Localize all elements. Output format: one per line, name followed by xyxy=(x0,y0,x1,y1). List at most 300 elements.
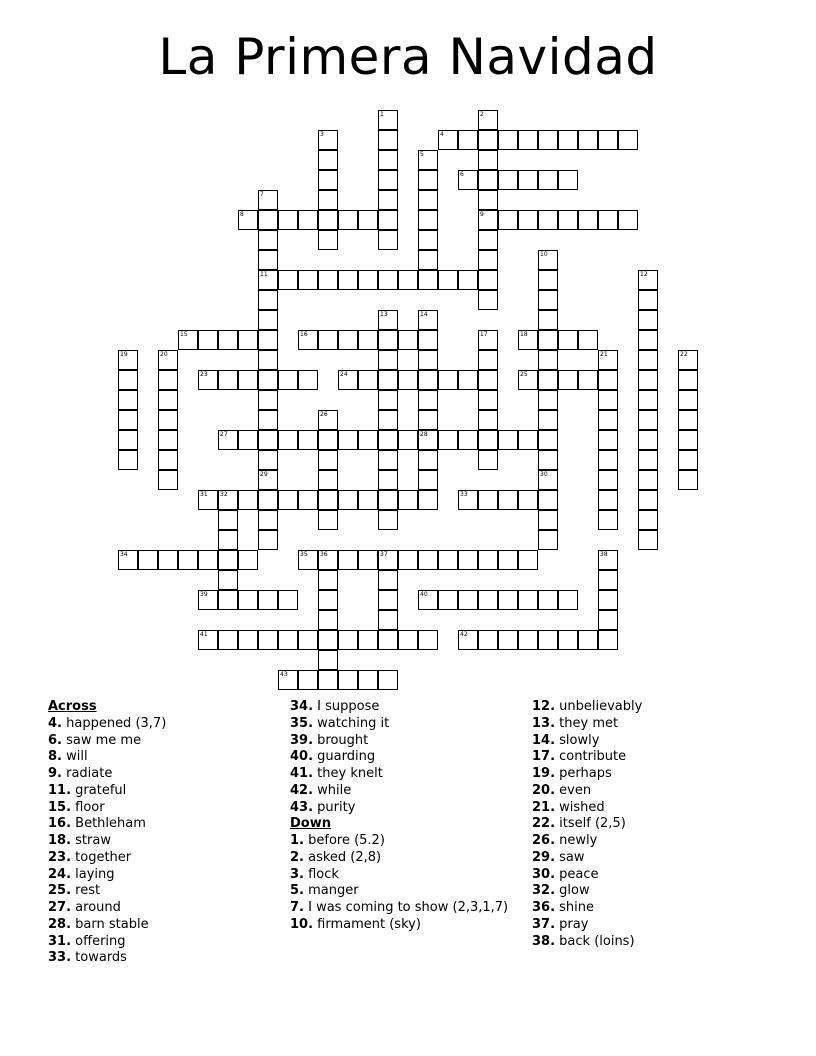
grid-cell[interactable] xyxy=(298,670,318,690)
grid-cell[interactable] xyxy=(598,210,618,230)
grid-cell[interactable] xyxy=(338,670,358,690)
grid-cell[interactable] xyxy=(278,590,298,610)
grid-cell[interactable] xyxy=(678,430,698,450)
grid-cell[interactable] xyxy=(598,510,618,530)
grid-cell[interactable] xyxy=(158,430,178,450)
grid-cell[interactable] xyxy=(118,350,138,370)
grid-cell[interactable] xyxy=(258,270,278,290)
grid-cell[interactable] xyxy=(318,590,338,610)
grid-cell[interactable] xyxy=(598,590,618,610)
grid-cell[interactable] xyxy=(538,590,558,610)
grid-cell[interactable] xyxy=(378,170,398,190)
grid-cell[interactable] xyxy=(418,490,438,510)
grid-cell[interactable] xyxy=(458,430,478,450)
grid-cell[interactable] xyxy=(478,590,498,610)
grid-cell[interactable] xyxy=(318,270,338,290)
grid-cell[interactable] xyxy=(598,370,618,390)
grid-cell[interactable] xyxy=(558,330,578,350)
grid-cell[interactable] xyxy=(158,350,178,370)
grid-cell[interactable] xyxy=(558,630,578,650)
grid-cell[interactable] xyxy=(598,470,618,490)
grid-cell[interactable] xyxy=(578,330,598,350)
grid-cell[interactable] xyxy=(158,450,178,470)
grid-cell[interactable] xyxy=(558,170,578,190)
grid-cell[interactable] xyxy=(378,370,398,390)
grid-cell[interactable] xyxy=(298,270,318,290)
grid-cell[interactable] xyxy=(438,550,458,570)
grid-cell[interactable] xyxy=(318,450,338,470)
grid-cell[interactable] xyxy=(418,430,438,450)
down-clue xyxy=(532,883,642,900)
grid-cell[interactable] xyxy=(258,290,278,310)
grid-cell[interactable] xyxy=(178,550,198,570)
grid-cell[interactable] xyxy=(418,210,438,230)
grid-cell[interactable] xyxy=(498,550,518,570)
grid-cell[interactable] xyxy=(598,490,618,510)
grid-cell[interactable] xyxy=(598,410,618,430)
grid-cell[interactable] xyxy=(258,370,278,390)
grid-cell[interactable] xyxy=(338,270,358,290)
grid-cell[interactable] xyxy=(158,370,178,390)
grid-cell[interactable] xyxy=(518,490,538,510)
grid-cell[interactable] xyxy=(418,190,438,210)
grid-cell[interactable] xyxy=(298,630,318,650)
grid-cell[interactable] xyxy=(218,510,238,530)
grid-cell[interactable] xyxy=(218,330,238,350)
grid-cell[interactable] xyxy=(298,210,318,230)
grid-cell[interactable] xyxy=(258,510,278,530)
grid-cell[interactable] xyxy=(438,370,458,390)
grid-cell[interactable] xyxy=(478,130,498,150)
grid-cell[interactable] xyxy=(198,490,218,510)
grid-cell[interactable] xyxy=(538,170,558,190)
grid-cell[interactable] xyxy=(438,430,458,450)
grid-cell[interactable] xyxy=(378,630,398,650)
grid-cell[interactable] xyxy=(218,490,238,510)
grid-cell[interactable] xyxy=(258,410,278,430)
grid-cell[interactable] xyxy=(478,390,498,410)
grid-cell[interactable] xyxy=(598,390,618,410)
grid-cell[interactable] xyxy=(378,110,398,130)
grid-cell[interactable] xyxy=(258,230,278,250)
grid-cell[interactable] xyxy=(398,270,418,290)
grid-cell[interactable] xyxy=(138,550,158,570)
grid-cell[interactable] xyxy=(378,150,398,170)
grid-cell[interactable] xyxy=(538,390,558,410)
grid-cell[interactable] xyxy=(518,130,538,150)
grid-cell[interactable] xyxy=(638,530,658,550)
grid-cell[interactable] xyxy=(278,430,298,450)
grid-cell[interactable] xyxy=(218,370,238,390)
grid-cell[interactable] xyxy=(538,210,558,230)
grid-cell[interactable] xyxy=(258,450,278,470)
grid-cell[interactable] xyxy=(258,530,278,550)
grid-cell[interactable] xyxy=(638,390,658,410)
grid-cell[interactable] xyxy=(638,290,658,310)
grid-cell[interactable] xyxy=(258,250,278,270)
grid-cell[interactable] xyxy=(418,230,438,250)
grid-cell[interactable] xyxy=(478,250,498,270)
grid-cell[interactable] xyxy=(478,450,498,470)
grid-cell[interactable] xyxy=(518,630,538,650)
grid-cell[interactable] xyxy=(458,490,478,510)
grid-cell[interactable] xyxy=(238,630,258,650)
grid-cell[interactable] xyxy=(318,150,338,170)
grid-cell[interactable] xyxy=(358,670,378,690)
grid-cell[interactable] xyxy=(638,410,658,430)
grid-cell[interactable] xyxy=(318,170,338,190)
grid-cell[interactable] xyxy=(478,270,498,290)
grid-cell[interactable] xyxy=(318,230,338,250)
grid-cell[interactable] xyxy=(478,350,498,370)
grid-cell[interactable] xyxy=(638,270,658,290)
grid-cell[interactable] xyxy=(218,590,238,610)
grid-cell[interactable] xyxy=(538,430,558,450)
grid-cell[interactable] xyxy=(638,510,658,530)
grid-cell[interactable] xyxy=(558,370,578,390)
grid-cell[interactable] xyxy=(318,210,338,230)
grid-cell[interactable] xyxy=(318,330,338,350)
grid-cell[interactable] xyxy=(598,630,618,650)
grid-cell[interactable] xyxy=(458,630,478,650)
grid-cell[interactable] xyxy=(678,410,698,430)
grid-cell[interactable] xyxy=(378,610,398,630)
grid-cell[interactable] xyxy=(638,350,658,370)
grid-cell[interactable] xyxy=(358,490,378,510)
grid-cell[interactable] xyxy=(238,590,258,610)
grid-cell[interactable] xyxy=(238,550,258,570)
grid-cell[interactable] xyxy=(258,190,278,210)
grid-cell[interactable] xyxy=(278,370,298,390)
grid-cell[interactable] xyxy=(478,290,498,310)
grid-cell[interactable] xyxy=(318,430,338,450)
grid-cell[interactable] xyxy=(158,550,178,570)
grid-cell[interactable] xyxy=(158,470,178,490)
grid-cell[interactable] xyxy=(418,170,438,190)
grid-cell[interactable] xyxy=(478,110,498,130)
grid-cell[interactable] xyxy=(378,550,398,570)
grid-cell[interactable] xyxy=(678,350,698,370)
grid-cell[interactable] xyxy=(258,630,278,650)
grid-cell[interactable] xyxy=(278,270,298,290)
grid-cell[interactable] xyxy=(598,610,618,630)
grid-cell[interactable] xyxy=(538,290,558,310)
grid-cell[interactable] xyxy=(478,190,498,210)
grid-cell[interactable] xyxy=(518,330,538,350)
grid-cell[interactable] xyxy=(538,330,558,350)
grid-cell[interactable] xyxy=(458,590,478,610)
grid-cell[interactable] xyxy=(378,230,398,250)
grid-cell[interactable] xyxy=(278,630,298,650)
grid-cell[interactable] xyxy=(338,210,358,230)
grid-cell[interactable] xyxy=(418,370,438,390)
grid-cell[interactable] xyxy=(518,550,538,570)
grid-cell[interactable] xyxy=(198,330,218,350)
grid-cell[interactable] xyxy=(258,470,278,490)
grid-cell[interactable] xyxy=(298,430,318,450)
across-clue xyxy=(48,833,166,850)
grid-cell[interactable] xyxy=(518,590,538,610)
grid-cell[interactable] xyxy=(378,270,398,290)
grid-cell[interactable] xyxy=(318,670,338,690)
grid-cell[interactable] xyxy=(378,590,398,610)
grid-cell[interactable] xyxy=(298,370,318,390)
grid-cell[interactable] xyxy=(378,450,398,470)
grid-cell[interactable] xyxy=(458,270,478,290)
grid-cell[interactable] xyxy=(378,410,398,430)
grid-cell[interactable] xyxy=(378,190,398,210)
grid-cell[interactable] xyxy=(318,130,338,150)
grid-cell[interactable] xyxy=(358,330,378,350)
grid-cell[interactable] xyxy=(378,310,398,330)
grid-cell[interactable] xyxy=(578,370,598,390)
grid-cell[interactable] xyxy=(258,210,278,230)
grid-cell[interactable] xyxy=(258,390,278,410)
grid-cell[interactable] xyxy=(638,470,658,490)
grid-cell[interactable] xyxy=(258,490,278,510)
grid-cell[interactable] xyxy=(218,630,238,650)
grid-cell[interactable] xyxy=(318,630,338,650)
grid-cell[interactable] xyxy=(418,550,438,570)
grid-cell[interactable] xyxy=(418,590,438,610)
grid-cell[interactable] xyxy=(478,410,498,430)
grid-cell[interactable] xyxy=(598,570,618,590)
grid-cell[interactable] xyxy=(498,490,518,510)
grid-cell[interactable] xyxy=(558,130,578,150)
grid-cell[interactable] xyxy=(418,390,438,410)
grid-cell[interactable] xyxy=(338,490,358,510)
grid-cell[interactable] xyxy=(538,130,558,150)
grid-cell[interactable] xyxy=(538,510,558,530)
grid-cell[interactable] xyxy=(258,590,278,610)
grid-cell[interactable] xyxy=(418,150,438,170)
grid-cell[interactable] xyxy=(378,350,398,370)
grid-cell[interactable] xyxy=(118,410,138,430)
grid-cell[interactable] xyxy=(398,330,418,350)
grid-cell[interactable] xyxy=(278,670,298,690)
grid-cell[interactable] xyxy=(478,210,498,230)
grid-cell[interactable] xyxy=(638,490,658,510)
grid-cell[interactable] xyxy=(458,550,478,570)
grid-cell[interactable] xyxy=(378,470,398,490)
grid-cell[interactable] xyxy=(598,350,618,370)
grid-cell[interactable] xyxy=(498,590,518,610)
grid-cell[interactable] xyxy=(118,550,138,570)
grid-cell[interactable] xyxy=(178,330,198,350)
grid-cell[interactable] xyxy=(158,390,178,410)
grid-cell[interactable] xyxy=(118,370,138,390)
grid-cell[interactable] xyxy=(478,170,498,190)
grid-cell[interactable] xyxy=(398,490,418,510)
grid-cell[interactable] xyxy=(498,630,518,650)
grid-cell[interactable] xyxy=(358,550,378,570)
grid-cell[interactable] xyxy=(598,430,618,450)
grid-cell[interactable] xyxy=(358,270,378,290)
grid-cell[interactable] xyxy=(638,310,658,330)
grid-cell[interactable] xyxy=(538,450,558,470)
grid-cell[interactable] xyxy=(478,330,498,350)
grid-cell[interactable] xyxy=(318,490,338,510)
grid-cell[interactable] xyxy=(378,570,398,590)
grid-cell[interactable] xyxy=(238,370,258,390)
grid-cell[interactable] xyxy=(418,270,438,290)
grid-cell[interactable] xyxy=(538,630,558,650)
grid-cell[interactable] xyxy=(538,270,558,290)
grid-cell[interactable] xyxy=(198,590,218,610)
grid-cell[interactable] xyxy=(378,670,398,690)
grid-cell[interactable] xyxy=(318,410,338,430)
grid-cell[interactable] xyxy=(238,210,258,230)
grid-cell[interactable] xyxy=(298,550,318,570)
grid-cell[interactable] xyxy=(298,330,318,350)
grid-cell[interactable] xyxy=(198,550,218,570)
grid-cell[interactable] xyxy=(378,390,398,410)
grid-cell[interactable] xyxy=(338,330,358,350)
grid-cell[interactable] xyxy=(498,130,518,150)
grid-cell[interactable] xyxy=(318,610,338,630)
grid-cell[interactable] xyxy=(678,470,698,490)
grid-cell[interactable] xyxy=(478,630,498,650)
grid-cell[interactable] xyxy=(278,490,298,510)
grid-cell[interactable] xyxy=(518,430,538,450)
grid-cell[interactable] xyxy=(378,510,398,530)
grid-cell[interactable] xyxy=(378,490,398,510)
grid-cell[interactable] xyxy=(318,470,338,490)
grid-cell[interactable] xyxy=(618,210,638,230)
grid-cell[interactable] xyxy=(678,390,698,410)
grid-cell[interactable] xyxy=(338,430,358,450)
grid-cell[interactable] xyxy=(118,390,138,410)
grid-cell[interactable] xyxy=(478,550,498,570)
grid-cell[interactable] xyxy=(638,430,658,450)
grid-cell[interactable] xyxy=(538,370,558,390)
grid-cell[interactable] xyxy=(218,530,238,550)
grid-cell[interactable] xyxy=(478,370,498,390)
grid-cell[interactable] xyxy=(498,170,518,190)
grid-cell[interactable] xyxy=(418,310,438,330)
grid-cell[interactable] xyxy=(118,430,138,450)
grid-cell[interactable] xyxy=(258,430,278,450)
grid-cell[interactable] xyxy=(578,630,598,650)
grid-cell[interactable] xyxy=(598,550,618,570)
grid-cell[interactable] xyxy=(538,250,558,270)
grid-cell[interactable] xyxy=(218,550,238,570)
grid-cell[interactable] xyxy=(518,210,538,230)
grid-cell[interactable] xyxy=(638,330,658,350)
grid-cell[interactable] xyxy=(238,330,258,350)
grid-cell[interactable] xyxy=(518,370,538,390)
grid-cell[interactable] xyxy=(398,370,418,390)
grid-cell[interactable] xyxy=(398,630,418,650)
grid-cell[interactable] xyxy=(258,310,278,330)
grid-cell[interactable] xyxy=(478,230,498,250)
grid-cell[interactable] xyxy=(218,430,238,450)
grid-cell[interactable] xyxy=(558,210,578,230)
grid-cell[interactable] xyxy=(398,430,418,450)
grid-cell[interactable] xyxy=(318,510,338,530)
grid-cell[interactable] xyxy=(458,170,478,190)
grid-cell[interactable] xyxy=(338,370,358,390)
grid-cell[interactable] xyxy=(338,550,358,570)
grid-cell[interactable] xyxy=(358,630,378,650)
grid-cell[interactable] xyxy=(478,150,498,170)
grid-cell[interactable] xyxy=(258,330,278,350)
grid-cell[interactable] xyxy=(358,210,378,230)
grid-cell[interactable] xyxy=(598,130,618,150)
grid-cell[interactable] xyxy=(638,370,658,390)
grid-cell[interactable] xyxy=(418,350,438,370)
grid-cell[interactable] xyxy=(418,450,438,470)
grid-cell[interactable] xyxy=(678,450,698,470)
grid-cell[interactable] xyxy=(118,450,138,470)
grid-cell[interactable] xyxy=(498,430,518,450)
clue-text: while xyxy=(313,782,352,798)
clue-number-label: 19 xyxy=(120,351,128,358)
grid-cell[interactable] xyxy=(418,630,438,650)
grid-cell[interactable] xyxy=(458,130,478,150)
grid-cell[interactable] xyxy=(478,490,498,510)
grid-cell[interactable] xyxy=(678,370,698,390)
grid-cell[interactable] xyxy=(258,350,278,370)
grid-cell[interactable] xyxy=(538,490,558,510)
grid-cell[interactable] xyxy=(378,130,398,150)
grid-cell[interactable] xyxy=(318,190,338,210)
grid-cell[interactable] xyxy=(378,430,398,450)
grid-cell[interactable] xyxy=(378,210,398,230)
grid-cell[interactable] xyxy=(538,470,558,490)
grid-cell[interactable] xyxy=(238,490,258,510)
grid-cell[interactable] xyxy=(418,410,438,430)
grid-cell[interactable] xyxy=(538,410,558,430)
grid-cell[interactable] xyxy=(478,430,498,450)
grid-cell[interactable] xyxy=(458,370,478,390)
grid-cell[interactable] xyxy=(498,210,518,230)
grid-cell[interactable] xyxy=(618,130,638,150)
grid-cell[interactable] xyxy=(418,470,438,490)
grid-cell[interactable] xyxy=(578,210,598,230)
grid-cell[interactable] xyxy=(158,410,178,430)
grid-cell[interactable] xyxy=(438,130,458,150)
grid-cell[interactable] xyxy=(558,590,578,610)
grid-cell[interactable] xyxy=(538,350,558,370)
grid-cell[interactable] xyxy=(378,330,398,350)
grid-cell[interactable] xyxy=(298,490,318,510)
grid-cell[interactable] xyxy=(638,450,658,470)
grid-cell[interactable] xyxy=(198,370,218,390)
grid-cell[interactable] xyxy=(438,590,458,610)
grid-cell[interactable] xyxy=(438,270,458,290)
grid-cell[interactable] xyxy=(418,250,438,270)
grid-cell[interactable] xyxy=(398,550,418,570)
clue-text: peace xyxy=(555,866,599,882)
grid-cell[interactable] xyxy=(198,630,218,650)
grid-cell[interactable] xyxy=(358,430,378,450)
grid-cell[interactable] xyxy=(238,430,258,450)
grid-cell[interactable] xyxy=(538,310,558,330)
grid-cell[interactable] xyxy=(358,370,378,390)
grid-cell[interactable] xyxy=(318,570,338,590)
grid-cell[interactable] xyxy=(278,210,298,230)
grid-cell[interactable] xyxy=(418,330,438,350)
grid-cell[interactable] xyxy=(318,550,338,570)
grid-cell[interactable] xyxy=(518,170,538,190)
grid-cell[interactable] xyxy=(538,530,558,550)
grid-cell[interactable] xyxy=(578,130,598,150)
grid-cell[interactable] xyxy=(598,450,618,470)
grid-cell[interactable] xyxy=(218,570,238,590)
grid-cell[interactable] xyxy=(318,650,338,670)
grid-cell[interactable] xyxy=(338,630,358,650)
